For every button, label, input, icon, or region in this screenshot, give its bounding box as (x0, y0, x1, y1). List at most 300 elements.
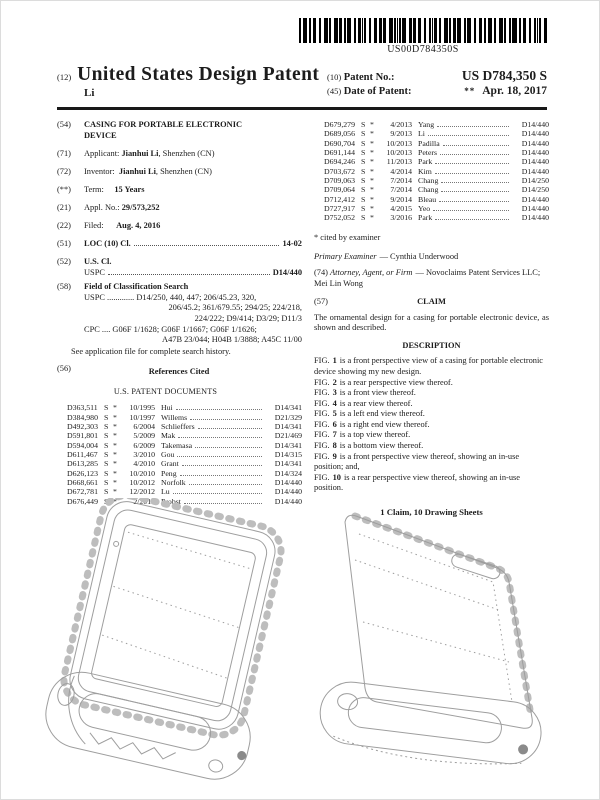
dot-leader (440, 154, 509, 155)
fig-text: is a rear perspective view thereof, showing an in-use position. (314, 472, 521, 493)
ref-star: * (370, 138, 374, 148)
fig-number: 3 (332, 388, 337, 398)
dot-leader (177, 456, 262, 457)
ref-kind: S (104, 440, 109, 450)
ref-inventor: Takemasa (161, 440, 193, 450)
fig-prefix: FIG. (314, 377, 330, 387)
dot-leader (443, 145, 509, 146)
ref-star: * (370, 185, 374, 195)
section-58-field-search (57, 282, 302, 345)
fig-prefix: FIG. (314, 388, 330, 398)
section-number: (56) (57, 364, 71, 374)
us-cl-label: U.S. Cl. (84, 257, 112, 267)
ref-inventor: Park (418, 157, 433, 167)
ref-inventor: Peters (418, 148, 438, 158)
ref-date: 4/2015 (390, 204, 412, 214)
screen-opening (90, 524, 256, 708)
ref-kind: S (104, 477, 109, 487)
table-row (57, 478, 302, 487)
ref-number: D626,123 (67, 468, 98, 478)
ref-inventor: Peng (161, 468, 177, 478)
left-column (57, 120, 302, 518)
fig-text: is a rear perspective view thereof. (339, 377, 453, 387)
header-divider (57, 107, 547, 110)
section-72-inventor (57, 167, 302, 178)
rear-casing-group (316, 515, 545, 773)
ref-class: D14/440 (274, 496, 302, 506)
ref-inventor: Probst (161, 496, 181, 506)
cited-stars: ** (464, 86, 476, 96)
ref-class: D14/341 (274, 421, 302, 431)
term-value: 15 Years (114, 184, 145, 194)
ref-kind: S (361, 176, 366, 186)
ref-date: 7/2014 (390, 176, 412, 186)
dot-leader (176, 409, 262, 410)
ref-class: D14/440 (521, 157, 549, 167)
table-row (57, 413, 302, 422)
examiner-label: Primary Examiner (314, 252, 377, 262)
ref-date: 7/2014 (390, 185, 412, 195)
ref-kind: S (361, 185, 366, 195)
ref-date: 10/2012 (129, 477, 155, 487)
section-number: (74) (314, 267, 328, 277)
section-52-us-cl (57, 257, 302, 278)
ref-kind: S (361, 120, 366, 129)
fig-prefix: FIG. (314, 409, 330, 419)
table-row (314, 129, 549, 138)
table-row (57, 431, 302, 440)
ref-class: D14/440 (521, 194, 549, 204)
right-column (314, 120, 549, 518)
table-row (57, 441, 302, 450)
header-left (57, 64, 319, 99)
table-row (57, 450, 302, 459)
barcode-image (299, 18, 547, 43)
table-row (57, 403, 302, 412)
claim-heading: CLAIM (417, 297, 446, 307)
ref-date: 3/2016 (390, 213, 412, 223)
stipple-line (355, 560, 499, 610)
ref-inventor: Schlieffers (161, 421, 195, 431)
base-dot (208, 759, 224, 774)
ref-date: 9/2014 (390, 194, 412, 204)
field-search-label: Field of Classification Search (84, 282, 189, 292)
base-hole (337, 692, 359, 710)
patent-no-label-text: Patent No.: (343, 72, 395, 83)
uspc-label: USPC (84, 267, 105, 277)
ref-number: D384,980 (67, 412, 98, 422)
table-row (314, 148, 549, 157)
patent-number-label (327, 72, 395, 83)
ref-number: D703,672 (324, 166, 355, 176)
section-number: (**) (57, 184, 71, 194)
ref-number: D727,917 (324, 204, 355, 214)
references-table-right (314, 120, 549, 223)
applicant-line (84, 149, 302, 160)
ref-number: D752,052 (324, 213, 355, 223)
applicant-label: Applicant: (84, 148, 120, 158)
section-number: (52) (57, 257, 71, 267)
section-number: (57) (314, 297, 328, 307)
ref-date: 5/2009 (133, 431, 155, 441)
claims-sheets-note: 1 Claim, 10 Drawing Sheets (380, 506, 483, 517)
ref-number: D594,004 (67, 440, 98, 450)
ref-class: D14/440 (274, 487, 302, 497)
references-table-left (57, 403, 302, 506)
ref-inventor: Bleau (418, 194, 437, 204)
code-10: (10) (327, 72, 342, 82)
applicant-name: Jianhui Li (121, 148, 159, 158)
dot-leader (428, 135, 509, 136)
invention-title-line1: CASING FOR PORTABLE ELECTRONIC (84, 120, 242, 129)
figure-description (314, 356, 549, 377)
dot-leader (178, 437, 262, 438)
section-number: (58) (57, 282, 71, 292)
ref-class: D14/440 (521, 138, 549, 148)
document-title: United States Design Patent (77, 64, 320, 85)
fig-number: 4 (332, 398, 337, 408)
dot-leader (441, 182, 509, 183)
table-row (314, 204, 549, 213)
ref-kind: S (104, 449, 109, 459)
stipple-line (363, 622, 509, 662)
figure-description (314, 388, 549, 399)
patent-date-label (327, 86, 411, 97)
fig-prefix: FIG. (314, 430, 330, 440)
ref-class: D14/250 (521, 185, 549, 195)
fig-prefix: FIG. (314, 419, 330, 429)
figure-description (314, 473, 549, 494)
ref-kind: S (361, 204, 366, 214)
ref-inventor: Chang (418, 176, 439, 186)
section-56-references (57, 364, 302, 385)
ref-class: D14/440 (521, 129, 549, 139)
ref-star: * (113, 487, 117, 497)
ref-class: D14/440 (521, 120, 549, 129)
ref-inventor: Mak (161, 431, 176, 441)
ref-kind: S (361, 194, 366, 204)
ref-inventor: Padilla (418, 138, 440, 148)
ref-star: * (113, 412, 117, 422)
body-columns (57, 120, 549, 518)
section-number: (21) (57, 202, 71, 212)
table-row (57, 422, 302, 431)
date-label-text: Date of Patent: (343, 86, 412, 97)
ref-kind: S (361, 157, 366, 167)
ref-date: 10/2013 (386, 138, 412, 148)
cpc-search-line1: CPC .... G06F 1/1628; G06F 1/1667; G06F 1/1626; (84, 324, 257, 334)
table-row (57, 487, 302, 496)
ref-class: D14/440 (521, 213, 549, 223)
us-patent-documents-heading: U.S. PATENT DOCUMENTS (113, 386, 218, 396)
fig-number: 1 (332, 356, 337, 366)
ref-star: * (113, 477, 117, 487)
figure-description (314, 378, 549, 389)
filed-label: Filed: (84, 220, 104, 230)
section-number: (54) (57, 120, 71, 129)
ref-date: 10/2013 (386, 148, 412, 158)
table-row (314, 176, 549, 185)
table-row (314, 157, 549, 166)
ref-number: D689,056 (324, 129, 355, 139)
section-54-title (57, 120, 302, 141)
barcode-number: US00D784350S (387, 44, 459, 55)
applicant-location: , Shenzhen (CN) (158, 148, 215, 158)
table-row (314, 185, 549, 194)
appl-no-value: 29/573,252 (121, 202, 160, 212)
table-row (314, 213, 549, 222)
ref-number: D691,144 (324, 148, 355, 158)
stipple-line (99, 635, 231, 678)
stipple-line (111, 586, 242, 627)
fig-number: 7 (332, 430, 337, 440)
ref-number: D611,467 (67, 449, 98, 459)
ref-date: 2/2013 (133, 496, 155, 506)
title-row (57, 64, 319, 86)
dot-leader (134, 245, 280, 246)
ref-star: * (370, 176, 374, 186)
ref-date: 10/2010 (129, 468, 155, 478)
ref-star: * (370, 194, 374, 204)
ref-kind: S (361, 166, 366, 176)
patent-date-value (464, 85, 547, 97)
ref-inventor: Willems (161, 412, 188, 422)
uspc-search-line1: USPC ............. D14/250, 440, 447; 206/45.23, 320, (84, 292, 257, 302)
camera-hole (113, 541, 119, 547)
document-header (57, 64, 547, 99)
field-search-block (84, 282, 302, 345)
cpc-search-line2: A47B 23/044; H04B 1/3888; A45C 11/00 (162, 335, 302, 345)
description-heading: DESCRIPTION (402, 340, 461, 350)
front-perspective-drawing (37, 498, 301, 798)
table-row (57, 469, 302, 478)
ref-star: * (113, 449, 117, 459)
ref-date: 4/2013 (390, 120, 412, 129)
patent-number-row (327, 68, 547, 84)
fig-number: 9 (332, 451, 337, 461)
ref-date: 10/1995 (129, 403, 155, 413)
ref-inventor: Chang (418, 185, 439, 195)
ref-star: * (370, 129, 374, 139)
dot-leader (180, 475, 262, 476)
ref-number: D712,412 (324, 194, 355, 204)
ref-kind: S (104, 421, 109, 431)
figure-description (314, 452, 549, 473)
fig-number: 10 (332, 472, 341, 482)
figure-description (314, 430, 549, 441)
ref-kind: S (104, 496, 109, 506)
ref-date: 11/2013 (386, 157, 412, 167)
ref-star: * (113, 459, 117, 469)
ref-kind: S (104, 431, 109, 441)
ref-date: 4/2010 (133, 459, 155, 469)
ref-number: D492,303 (67, 421, 98, 431)
kind-code-12: (12) (57, 72, 72, 82)
ref-number: D679,279 (324, 120, 355, 129)
ref-star: * (370, 204, 374, 214)
ref-star: * (370, 148, 374, 158)
rear-perspective-drawing (301, 498, 565, 798)
ref-star: * (113, 421, 117, 431)
fig-prefix: FIG. (314, 356, 330, 366)
section-term (57, 185, 302, 196)
ref-class: D14/440 (521, 204, 549, 214)
ref-date: 9/2013 (390, 129, 412, 139)
primary-examiner-line (314, 252, 549, 263)
ref-date: 12/2012 (129, 487, 155, 497)
invention-title-line2: DEVICE (84, 130, 117, 140)
ref-star: * (113, 496, 117, 506)
fig-prefix: FIG. (314, 451, 330, 461)
fig-number: 8 (332, 441, 337, 451)
ref-star: * (113, 440, 117, 450)
loc-line (84, 239, 302, 250)
fig-text: is a front perspective view of a casing for portable electronic device showing my new design. (314, 356, 544, 376)
filed-value: Aug. 4, 2016 (116, 220, 161, 230)
section-number: (51) (57, 239, 71, 249)
section-number: (72) (57, 166, 71, 176)
fig-prefix: FIG. (314, 441, 330, 451)
ref-number: D694,246 (324, 157, 355, 167)
figure-description (314, 420, 549, 431)
inventor-line (84, 167, 302, 178)
ref-kind: S (104, 403, 109, 413)
ref-inventor: Park (418, 213, 433, 223)
attorney-line (314, 268, 549, 289)
us-cl-block (84, 257, 302, 278)
base-handle (317, 679, 545, 768)
attorney-firm: — Novoclaims Patent Services LLC; Mei Lin Wong (314, 267, 541, 288)
ref-inventor: Yeo (418, 204, 431, 214)
fig-number: 5 (332, 409, 337, 419)
cited-by-examiner-note: * cited by examiner (314, 232, 381, 242)
figure-descriptions (314, 356, 549, 494)
ref-class: D14/341 (274, 440, 302, 450)
ref-number: D676,449 (67, 496, 98, 506)
dark-fastener (518, 744, 529, 755)
ref-star: * (370, 166, 374, 176)
dot-leader (437, 126, 509, 127)
code-45: (45) (327, 86, 342, 96)
fig-text: is a top view thereof. (339, 430, 411, 440)
ref-number: D709,064 (324, 185, 355, 195)
claim-heading-row (314, 297, 549, 308)
patent-date-row (327, 85, 547, 97)
patent-number-value: US D784,350 S (461, 68, 547, 83)
ref-inventor: Kim (418, 166, 432, 176)
ref-kind: S (104, 412, 109, 422)
stipple-line (359, 534, 512, 702)
term-label: Term: (84, 184, 104, 194)
uspc-line (84, 268, 302, 279)
table-row (57, 459, 302, 468)
dot-leader (195, 447, 262, 448)
ref-class: D14/440 (274, 477, 302, 487)
ref-inventor: Li (418, 129, 425, 139)
front-casing-group (39, 498, 298, 786)
dot-leader (435, 219, 509, 220)
ref-number: D591,801 (67, 431, 98, 441)
ref-class: D14/315 (274, 449, 302, 459)
ref-inventor: Grant (161, 459, 179, 469)
table-row (314, 167, 549, 176)
patent-drawings (37, 498, 565, 798)
figure-description (314, 441, 549, 452)
ref-number: D672,781 (67, 487, 98, 497)
ref-kind: S (104, 459, 109, 469)
dot-leader (433, 210, 509, 211)
uspc-search-line3: 224/222; D9/414; D3/29; D11/3 (194, 314, 302, 324)
uspc-value: D14/440 (272, 267, 302, 277)
section-51-loc (57, 239, 302, 250)
uspc-search-line2: 206/45.2; 361/679.55; 294/25; 224/218, (168, 303, 302, 313)
section-71-applicant (57, 149, 302, 160)
ref-class: D14/440 (521, 148, 549, 158)
fig-prefix: FIG. (314, 398, 330, 408)
claim-text: The ornamental design for a casing for portable electronic device, as shown and described. (314, 312, 549, 333)
dot-leader (189, 484, 262, 485)
ref-kind: S (361, 213, 366, 223)
fig-text: is a right end view thereof. (339, 419, 430, 429)
inventor-name: Jianhui Li (118, 166, 156, 176)
ref-class: D21/469 (274, 431, 302, 441)
fig-text: is a front perspective view thereof, showing an in-use position; and, (314, 451, 520, 472)
fig-text: is a rear view thereof. (339, 398, 413, 408)
ref-inventor: Yang (418, 120, 435, 129)
ref-date: 6/2004 (133, 421, 155, 431)
ref-number: D668,661 (67, 477, 98, 487)
ref-class: D14/324 (274, 468, 302, 478)
ref-class: D14/341 (274, 459, 302, 469)
ref-date: 3/2010 (133, 449, 155, 459)
dot-leader (173, 493, 262, 494)
header-right (327, 64, 547, 99)
ref-star: * (370, 157, 374, 167)
ref-inventor: Hui (161, 403, 173, 413)
invention-title (84, 120, 302, 141)
section-number: (22) (57, 220, 71, 230)
attorney-label: Attorney, Agent, or Firm (330, 267, 413, 277)
section-number: (71) (57, 148, 71, 158)
ref-number: D709,063 (324, 176, 355, 186)
ref-number: D363,511 (67, 403, 98, 413)
filed-line (84, 221, 302, 232)
ref-date: 10/1997 (129, 412, 155, 422)
fig-number: 2 (332, 377, 337, 387)
ref-kind: S (361, 129, 366, 139)
ref-star: * (370, 120, 374, 129)
table-row (314, 195, 549, 204)
ref-star: * (113, 403, 117, 413)
loc-label: LOC (10) Cl. (84, 239, 131, 249)
dot-leader (435, 163, 509, 164)
ref-class: D21/329 (274, 412, 302, 422)
ref-class: D14/440 (521, 166, 549, 176)
fig-prefix: FIG. (314, 472, 330, 482)
search-history-note: See application file for complete search history. (71, 346, 231, 356)
section-22-filed (57, 221, 302, 232)
table-row (314, 120, 549, 129)
ref-class: D14/341 (274, 403, 302, 413)
table-row (314, 139, 549, 148)
ref-kind: S (104, 487, 109, 497)
zigzag-ornament (88, 733, 176, 762)
dot-leader (441, 191, 509, 192)
fig-number: 6 (332, 419, 337, 429)
references-cited-heading: References Cited (148, 367, 210, 377)
fig-text: is a front view thereof. (339, 388, 416, 398)
section-21-appl-no (57, 203, 302, 214)
